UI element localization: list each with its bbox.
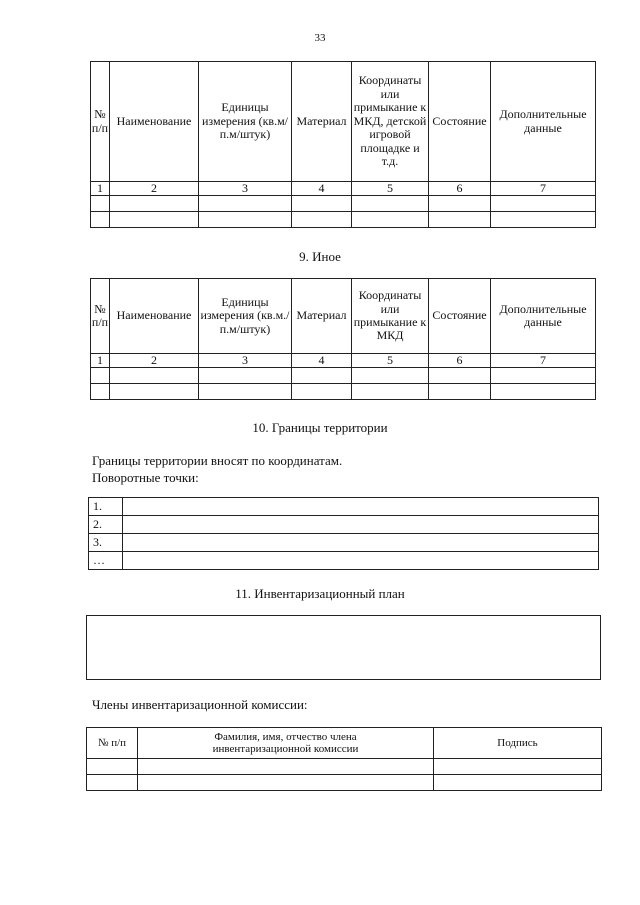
header-cell: Дополнительные данные	[491, 279, 596, 354]
section-10-title: 10. Границы территории	[252, 420, 388, 435]
turning-points-label: Поворотные точки:	[92, 470, 199, 485]
header-cell: Дополнительные данные	[491, 62, 596, 182]
column-number: 2	[110, 182, 199, 196]
point-label: 2.	[89, 516, 123, 534]
column-number: 4	[292, 354, 352, 368]
commission-table	[86, 727, 602, 791]
header-cell: Подпись	[434, 728, 602, 759]
column-number: 1	[91, 354, 110, 368]
column-number: 6	[429, 354, 491, 368]
header-cell: № п/п	[91, 62, 110, 182]
turning-points-table	[88, 497, 599, 570]
point-label: 3.	[89, 534, 123, 552]
point-row	[89, 552, 599, 570]
header-cell: № п/п	[87, 728, 138, 759]
header-cell: Наименование	[110, 279, 199, 354]
header-cell: Единицы измерения (кв.м./п.м/штук)	[199, 279, 292, 354]
page-number: 33	[314, 32, 326, 44]
empty-row	[91, 196, 596, 212]
empty-row	[91, 368, 596, 384]
section-9-title: 9. Иное	[299, 249, 341, 264]
header-cell: Материал	[292, 62, 352, 182]
empty-row	[87, 759, 602, 775]
boundaries-text: Границы территории вносят по координатам.	[92, 453, 343, 468]
other-elements-table	[90, 278, 596, 400]
header-cell: Единицы измерения (кв.м/п.м/штук)	[199, 62, 292, 182]
column-number: 6	[429, 182, 491, 196]
column-number: 1	[91, 182, 110, 196]
commission-title: Члены инвентаризационной комиссии:	[92, 697, 308, 712]
header-cell: Состояние	[429, 62, 491, 182]
inventory-plan-box	[86, 615, 601, 680]
point-row	[89, 534, 599, 552]
header-cell: Координаты или примыкание к МКД	[352, 279, 429, 354]
point-row	[89, 516, 599, 534]
column-number: 4	[292, 182, 352, 196]
section-11-title: 11. Инвентаризационный план	[235, 586, 405, 601]
point-row	[89, 498, 599, 516]
point-label: …	[89, 552, 123, 570]
column-number: 7	[491, 354, 596, 368]
point-label: 1.	[89, 498, 123, 516]
column-number: 2	[110, 354, 199, 368]
header-cell: Наименование	[110, 62, 199, 182]
column-number: 5	[352, 182, 429, 196]
header-cell: № п/п	[91, 279, 110, 354]
empty-row	[91, 212, 596, 228]
empty-row	[87, 775, 602, 791]
empty-row	[91, 384, 596, 400]
header-cell: Координаты или примыкание к МКД, детской игровой площадке и т.д.	[352, 62, 429, 182]
column-number: 7	[491, 182, 596, 196]
header-cell: Фамилия, имя, отчество члена инвентаризационной комиссии	[138, 728, 434, 759]
column-number: 3	[199, 354, 292, 368]
header-cell: Материал	[292, 279, 352, 354]
column-number: 5	[352, 354, 429, 368]
header-cell: Состояние	[429, 279, 491, 354]
playground-elements-table	[90, 61, 596, 228]
column-number: 3	[199, 182, 292, 196]
